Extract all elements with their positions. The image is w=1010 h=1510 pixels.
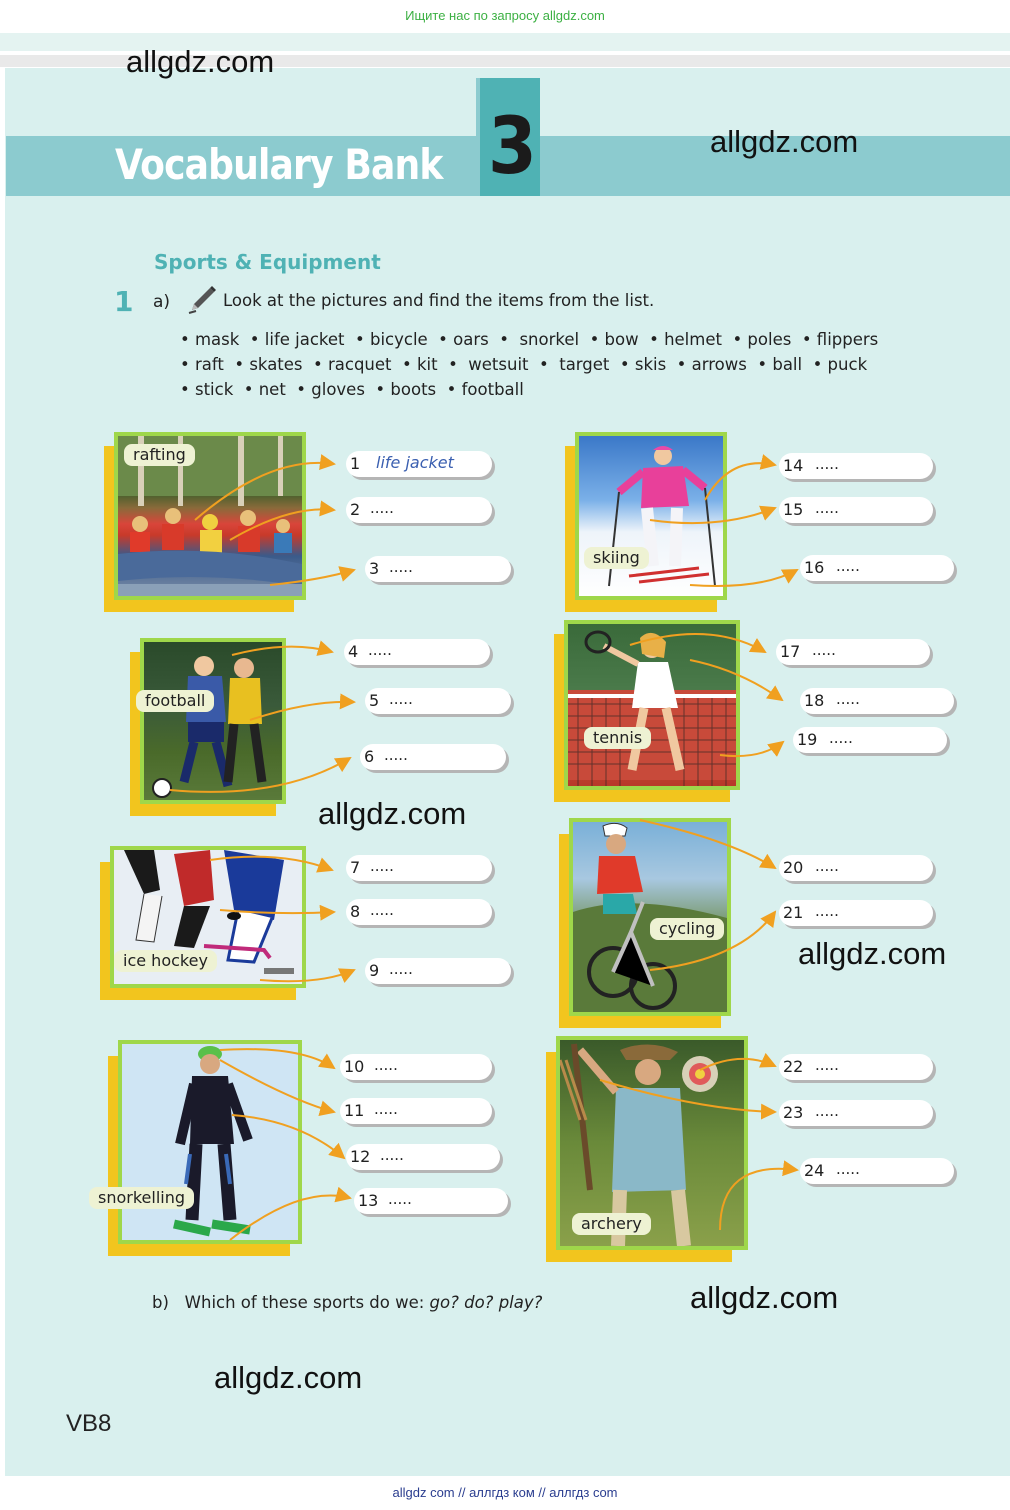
answer-value: ..... bbox=[370, 857, 394, 875]
sport-label: snorkelling bbox=[89, 1187, 194, 1209]
answer-value: ..... bbox=[370, 499, 394, 517]
watermark: allgdz.com bbox=[318, 796, 467, 831]
sport-label: football bbox=[136, 690, 214, 712]
answer-value: life jacket bbox=[376, 453, 454, 472]
word-list-line: • stick • net • gloves • boots • football bbox=[180, 380, 524, 399]
answer-value: ..... bbox=[815, 499, 839, 517]
answer-number: 8 bbox=[350, 902, 361, 921]
answer-value: ..... bbox=[368, 641, 392, 659]
answer-number: 13 bbox=[358, 1191, 379, 1210]
answer-number: 2 bbox=[350, 500, 361, 519]
answer-value: ..... bbox=[389, 690, 413, 708]
answer-number: 3 bbox=[369, 559, 380, 578]
answer-value: ..... bbox=[370, 901, 394, 919]
answer-number: 9 bbox=[369, 961, 380, 980]
part-b-options: go? do? play? bbox=[429, 1293, 543, 1312]
answer-number: 14 bbox=[783, 456, 804, 475]
answer-number: 17 bbox=[780, 642, 801, 661]
watermark: allgdz.com bbox=[798, 936, 947, 971]
watermark: allgdz.com bbox=[214, 1360, 363, 1395]
sport-label: skiing bbox=[584, 547, 649, 569]
word-list-line: • raft • skates • racquet • kit • wetsuit • target • skis • arrows • ball • puck bbox=[180, 355, 868, 374]
answer-value: ..... bbox=[815, 1056, 839, 1074]
answer-number: 21 bbox=[783, 903, 804, 922]
sport-label: tennis bbox=[584, 727, 651, 749]
answer-number: 16 bbox=[804, 558, 825, 577]
watermark: allgdz.com bbox=[126, 44, 275, 79]
answer-value: ..... bbox=[389, 960, 413, 978]
answer-value: ..... bbox=[384, 746, 408, 764]
answer-number: 11 bbox=[344, 1101, 365, 1120]
answer-value: ..... bbox=[836, 690, 860, 708]
exercise-instruction: Look at the pictures and find the items from the list. bbox=[223, 291, 655, 310]
answer-value: ..... bbox=[388, 1190, 412, 1208]
part-b-text: Which of these sports do we: bbox=[184, 1293, 430, 1312]
answer-number: 1 bbox=[350, 454, 361, 473]
sport-label: rafting bbox=[124, 444, 195, 466]
answer-number: 19 bbox=[797, 730, 818, 749]
page-number: VB8 bbox=[66, 1410, 112, 1437]
part-b-label: b) bbox=[152, 1293, 169, 1312]
answer-number: 23 bbox=[783, 1103, 804, 1122]
answer-value: ..... bbox=[829, 729, 853, 747]
sport-label: ice hockey bbox=[114, 950, 217, 972]
answer-number: 22 bbox=[783, 1057, 804, 1076]
answer-value: ..... bbox=[815, 857, 839, 875]
answer-value: ..... bbox=[374, 1100, 398, 1118]
answer-number: 5 bbox=[369, 691, 380, 710]
answer-number: 24 bbox=[804, 1161, 825, 1180]
answer-number: 4 bbox=[348, 642, 359, 661]
watermark: allgdz.com bbox=[690, 1280, 839, 1315]
watermark: allgdz.com bbox=[710, 124, 859, 159]
unit-number: 3 bbox=[488, 102, 537, 192]
part-a-label: a) bbox=[153, 292, 171, 312]
answer-value: ..... bbox=[815, 1102, 839, 1120]
answer-value: ..... bbox=[815, 455, 839, 473]
answer-value: ..... bbox=[374, 1056, 398, 1074]
exercise-number: 1 bbox=[114, 285, 134, 318]
answer-number: 10 bbox=[344, 1057, 365, 1076]
answer-number: 6 bbox=[364, 747, 375, 766]
answer-value: ..... bbox=[815, 902, 839, 920]
answer-value: ..... bbox=[836, 557, 860, 575]
answer-number: 20 bbox=[783, 858, 804, 877]
section-title: Sports & Equipment bbox=[154, 250, 381, 274]
answer-number: 15 bbox=[783, 500, 804, 519]
top-note: Ищите нас по запросу allgdz.com bbox=[405, 8, 605, 23]
answer-number: 12 bbox=[350, 1147, 371, 1166]
answer-value: ..... bbox=[389, 558, 413, 576]
footer-links[interactable]: allgdz com // аллгдз ком // аллгдз com bbox=[392, 1485, 618, 1500]
answer-number: 7 bbox=[350, 858, 361, 877]
answer-value: ..... bbox=[836, 1160, 860, 1178]
sport-label: cycling bbox=[650, 918, 724, 940]
answer-value: ..... bbox=[812, 641, 836, 659]
part-b-question bbox=[152, 1293, 542, 1312]
page-title: Vocabulary Bank bbox=[115, 140, 443, 189]
answer-number: 18 bbox=[804, 691, 825, 710]
answer-value: ..... bbox=[380, 1146, 404, 1164]
word-list-line: • mask • life jacket • bicycle • oars • snorkel • bow • helmet • poles • flippers bbox=[180, 330, 879, 349]
sport-label: archery bbox=[572, 1213, 651, 1235]
